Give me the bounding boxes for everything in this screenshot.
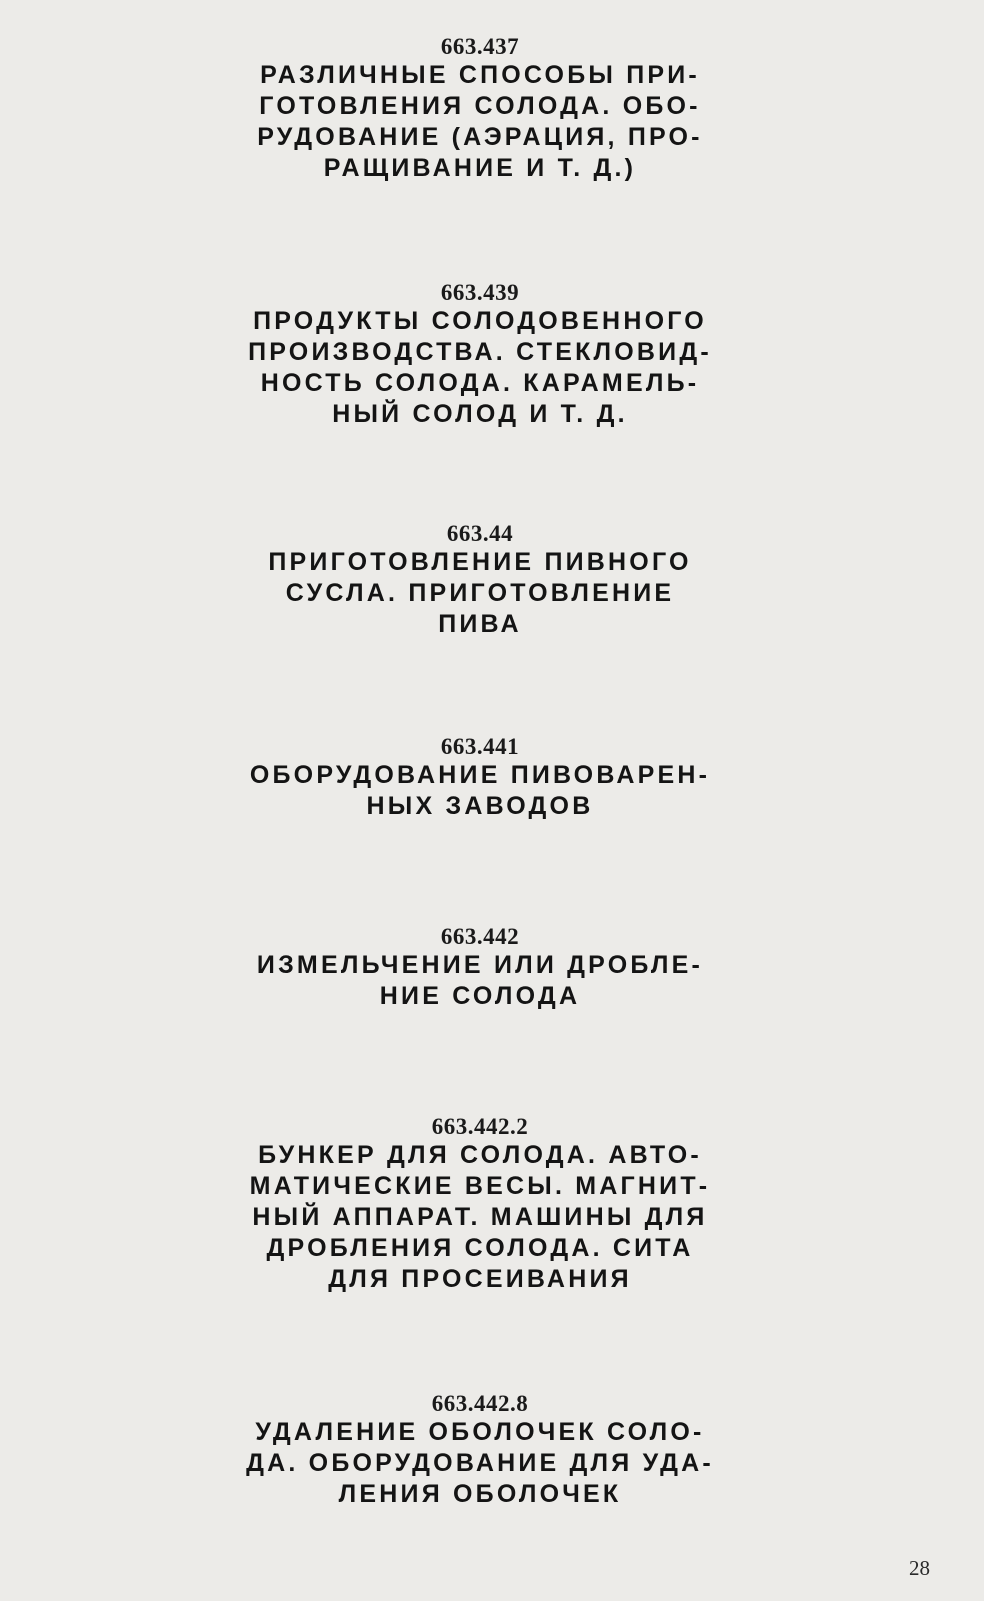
entry-text-line: РАЩИВАНИЕ И Т. Д.) [323,154,637,182]
entry-text-line: ПРОДУКТЫ СОЛОДОВЕННОГО [253,307,707,335]
entry-663-441 [200,734,760,822]
classification-code: 663.442 [440,924,520,949]
entry-text-line: ГОТОВЛЕНИЯ СОЛОДА. ОБО- [259,92,701,120]
entry-text-line: ДРОБЛЕНИЯ СОЛОДА. СИТА [266,1234,694,1262]
classification-code: 663.439 [440,280,520,305]
page-number: 28 [909,1556,930,1580]
classification-code: 663.44 [446,521,514,546]
entry-663-442-2 [200,1114,760,1295]
entry-text-line: НИЕ СОЛОДА [379,982,581,1010]
entry-text-line: НЫХ ЗАВОДОВ [366,792,594,820]
entry-text-line: ОБОРУДОВАНИЕ ПИВОВАРЕН- [249,761,711,789]
entry-text-line: РУДОВАНИЕ (АЭРАЦИЯ, ПРО- [257,123,703,151]
entry-663-437 [200,34,760,184]
entry-text-line: МАТИЧЕСКИЕ ВЕСЫ. МАГНИТ- [249,1172,711,1200]
classification-code: 663.441 [440,734,520,759]
entry-663-439 [200,280,760,430]
entry-text-line: ПРОИЗВОДСТВА. СТЕКЛОВИД- [248,338,712,366]
entry-663-442-8 [200,1391,760,1510]
entry-text-line: ПИВА [438,610,522,638]
entry-text-line: УДАЛЕНИЕ ОБОЛОЧЕК СОЛО- [255,1418,705,1446]
entry-text-line: НЫЙ СОЛОД И Т. Д. [332,400,628,428]
classification-code: 663.442.2 [431,1114,529,1139]
entry-text-line: ДЛЯ ПРОСЕИВАНИЯ [328,1265,632,1293]
entry-text-line: СУСЛА. ПРИГОТОВЛЕНИЕ [285,579,675,607]
entry-text-line: ИЗМЕЛЬЧЕНИЕ ИЛИ ДРОБЛЕ- [256,951,704,979]
classification-code: 663.437 [440,34,520,59]
entry-text-line: ПРИГОТОВЛЕНИЕ ПИВНОГО [268,548,692,576]
entry-text-line: НЫЙ АППАРАТ. МАШИНЫ ДЛЯ [252,1203,708,1231]
entry-text-line: БУНКЕР ДЛЯ СОЛОДА. АВТО- [258,1141,702,1169]
entry-text-line: РАЗЛИЧНЫЕ СПОСОБЫ ПРИ- [260,61,700,89]
entry-text-line: ЛЕНИЯ ОБОЛОЧЕК [338,1480,622,1508]
entry-663-44 [200,521,760,640]
entry-663-442 [200,924,760,1012]
classification-code: 663.442.8 [431,1391,529,1416]
entry-text-line: НОСТЬ СОЛОДА. КАРАМЕЛЬ- [260,369,700,397]
entry-text-line: ДА. ОБОРУДОВАНИЕ ДЛЯ УДА- [246,1449,714,1477]
